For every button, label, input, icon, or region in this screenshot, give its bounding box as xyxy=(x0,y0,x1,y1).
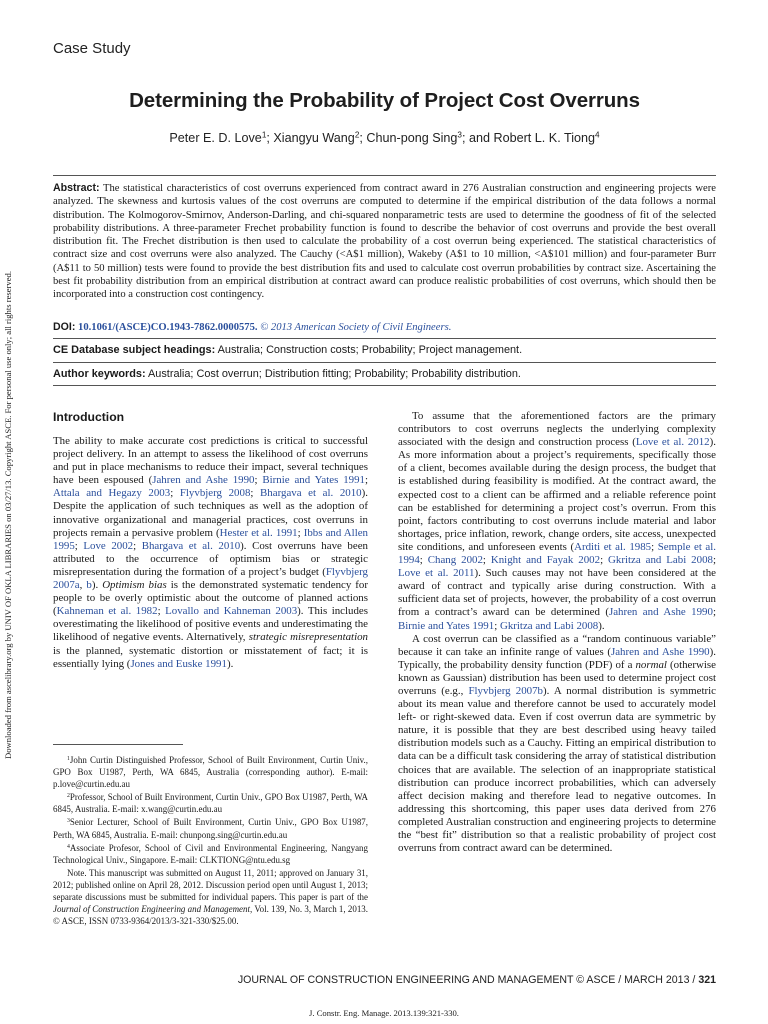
reference-link[interactable]: Love et al. 2011 xyxy=(398,567,475,580)
emphasis-text: strategic misrepresentation xyxy=(248,631,368,644)
text-run: , Vol. 139, No. 3, March 1, 2013. © ASCE, ISSN 0733-9364/2013/3-321-330/$25.00. xyxy=(53,904,368,927)
text-run: is the demonstrated systematic tendency for people to be overly optimistic about the outcome of planned actions ( xyxy=(53,579,369,618)
reference-link[interactable]: Jones and Euske 1991 xyxy=(130,657,227,670)
doi-line xyxy=(53,321,716,333)
emphasis-text: Journal of Construction Engineering and Management xyxy=(53,904,250,915)
reference-link[interactable]: Gkritza and Labi 2008 xyxy=(499,619,599,632)
keywords-bottom-rule xyxy=(53,385,716,386)
text-run: ; xyxy=(364,474,369,487)
reference-link[interactable]: Gkritza and Labi 2008 xyxy=(608,554,713,567)
reference-link[interactable]: Love et al. 2012 xyxy=(635,436,710,449)
reference-link[interactable]: b xyxy=(86,579,92,592)
text-run: ; xyxy=(600,554,609,567)
intro-paragraph-1 xyxy=(53,435,368,671)
footnote xyxy=(53,816,368,840)
text-run: ). This includes overestimating the likelihood of positive events and underestimating the likelihood of negative events. Alternatively, xyxy=(53,605,368,644)
text-run: ). xyxy=(598,619,605,632)
reference-link[interactable]: Ibbs and Allen 1995 xyxy=(53,526,368,552)
reference-link[interactable]: Bhargava et al. 2010 xyxy=(260,487,362,500)
text-run: ; xyxy=(651,540,658,553)
footnote-marker: 2 xyxy=(67,793,70,800)
reference-link[interactable]: Attala and Hegazy 2003 xyxy=(53,487,171,500)
subject-headings-label: CE Database subject headings: xyxy=(53,344,216,356)
footnote-marker: 4 xyxy=(67,843,70,850)
text-run: ; xyxy=(74,539,84,552)
section-type-label: Case Study xyxy=(53,40,131,57)
footnote-text: Senior Lecturer, School of Built Environment, Curtin Univ., GPO Box U1987, Perth, WA 6845, Australia. E-mail: chunpong.sing@curtin.edu.au xyxy=(53,817,368,840)
reference-link[interactable]: Chang 2002 xyxy=(427,554,483,567)
footnote-text: Associate Profesor, School of Civil and Environmental Engineering, Nangyang Technological Univ., Singapore. E-mail: CLKTIONG@ntu.edu.sg xyxy=(53,842,368,865)
text-run: ). xyxy=(91,579,103,592)
text-run: ; xyxy=(419,554,428,567)
author-name: Xiangyu Wang xyxy=(273,131,355,145)
author-separator: ; and xyxy=(461,131,494,145)
download-stamp-text: Downloaded from ascelibrary.org by UNIV OF OKLA LIBRARIES on 03/27/13. Copyright ASCE. For personal use only; all rights reserved. xyxy=(3,271,13,759)
author-name: Robert L. K. Tiong xyxy=(493,131,596,145)
text-run: ; xyxy=(712,554,716,567)
text-run: ; xyxy=(297,526,304,539)
text-run: A cost overrun can be classified as a “random continuous variable” because it can take an infinite range of values ( xyxy=(398,632,716,658)
reference-link[interactable]: Knight and Fayak 2002 xyxy=(490,554,601,567)
keywords-rule xyxy=(53,362,716,363)
text-run: , xyxy=(79,579,87,592)
abstract-text: The statistical characteristics of cost overruns experienced from contract award in 276 Australian construction and engineering projects were analyzed. The skewness and kurtosis values of the cost overruns are computed to determine if the empirical distribution of the data follows a normal distribution. The Kolmogorov-Smirnov, Anderson-Darling, and chi-squared nonparametric tests are used to determine the goodness of fit of the selected probability distributions. A three-parameter Frechet probability function is found to describe the behavior of cost overruns and provide the best overall distribution fit. The Frechet distribution is then used to calculate the probability of a cost overrun being experienced. The statistical characteristics of contract size and cost overruns were also analyzed. The Cauchy (<A$1 million), Wakeby (A$1 to 10 million, <A$101 million) and four-parameter Burr (A$11 to 50 million) tests were found to provide the best distribution fits and used to calculate cost overrun probabilities by contract size. Ascertaining the best fit probability distribution from an empirical distribution at contract award can produce realistic probabilities of cost overruns, which should then be incorporated into a construction cost contingency. xyxy=(53,183,716,301)
reference-link[interactable]: Flyvbjerg 2007b xyxy=(468,684,543,697)
introduction-right-column xyxy=(398,410,716,855)
author-separator: ; xyxy=(266,131,274,145)
journal-footer-text: JOURNAL OF CONSTRUCTION ENGINEERING AND MANAGEMENT © ASCE / MARCH 2013 / xyxy=(237,974,696,986)
footnote xyxy=(53,754,368,790)
author-name: Chun-pong Sing xyxy=(366,131,458,145)
text-run: ; xyxy=(170,487,180,500)
author-affiliation-marker: 4 xyxy=(595,130,600,140)
emphasis-text: Optimism bias xyxy=(102,579,167,592)
author-list xyxy=(53,131,716,145)
text-run: ; xyxy=(254,474,263,487)
text-run: ; xyxy=(712,606,716,619)
footnotes xyxy=(53,754,368,927)
text-run: ). Typically, the probability density function (PDF) of a xyxy=(398,645,716,671)
text-run: ; xyxy=(157,605,166,618)
text-run: ). A normal distribution is symmetric about its mean value and therefore cannot be used to accurately model left- or right-skewed data. Even if cost overrun data are symmetric by nature, it is possible that they are best described using heavy tailed distribution models such as a Cauchy. Fitting an empirical distribution to data can be a difficult task considering the array of statistical distribution choices that are available. The selection of an inappropriate statistical distribution can produce incorrect probabilities, which can adversely affect decision making and therefore lead to negative outcomes. In addressing this shortcoming, this paper uses data derived from 276 completed Australian construction and engineering projects to determine the “best fit” distribution so that a realistic probability of project cost overruns from contract award can be determined. xyxy=(398,684,716,855)
text-run: ; xyxy=(250,487,261,500)
author-affiliation-marker: 1 xyxy=(261,130,267,140)
text-run: ). xyxy=(226,657,234,670)
intro-paragraph-3 xyxy=(398,633,716,856)
author-keywords xyxy=(53,368,716,380)
reference-link[interactable]: Jahren and Ashe 1990 xyxy=(152,474,255,487)
abstract xyxy=(53,182,716,302)
text-run: ; xyxy=(494,619,500,632)
abstract-top-rule xyxy=(53,175,716,176)
author-affiliation-marker: 3 xyxy=(457,130,462,140)
copyright-notice: © 2013 American Society of Civil Engineers. xyxy=(260,322,452,333)
reference-link[interactable]: Hester et al. 1991 xyxy=(219,526,298,539)
manuscript-note xyxy=(53,867,368,927)
footnote-marker: 3 xyxy=(67,818,70,825)
text-run: (otherwise known as Gaussian) distribution has been used to determine project cost overruns (e.g., xyxy=(398,658,716,697)
text-run: ). As more information about a project’s requirements, specifically those of a client, becomes available during the design process, the budget that is established during feasibility is modified. At the contract award, the expected cost to a client can be affirmed and a reliable reference point can be established for determining a project cost’s overrun. From this point, factors contributing to cost overruns include material and labor shortages, price inflation, rework, change orders, site access, unexpected site conditions, and unforeseen events ( xyxy=(398,436,716,553)
text-run: ; xyxy=(133,539,142,552)
footnote-rule xyxy=(53,744,183,745)
download-stamp xyxy=(0,215,16,815)
footnote-marker: 1 xyxy=(67,755,70,762)
reference-link[interactable]: Jahren and Ashe 1990 xyxy=(608,606,713,619)
author-affiliation-marker: 2 xyxy=(354,130,360,140)
text-run: is the planned, systematic distortion or misstatement of fact; it is essentially lying ( xyxy=(53,644,368,670)
reference-link[interactable]: Lovallo and Kahneman 2003 xyxy=(165,605,298,618)
text-run: To assume that the aforementioned factors are the primary contributors to cost overruns neglects the underlying complexity associated with the design and construction process ( xyxy=(398,410,716,449)
text-run: ). Despite the application of such techniques as well as the adoption of innovative organizational and managerial practices, cost overruns in projects remain a pervasive problem ( xyxy=(53,487,368,539)
introduction-heading: Introduction xyxy=(53,410,125,424)
citation-line: J. Constr. Eng. Manage. 2013.139:321-330. xyxy=(309,1008,459,1018)
reference-link[interactable]: Bhargava et al. 2010 xyxy=(141,539,241,552)
intro-paragraph-2 xyxy=(398,410,716,633)
subject-rule xyxy=(53,338,716,339)
doi-label: DOI: xyxy=(53,321,76,333)
text-run: ). Cost overruns have been attributed to the occurrence of optimism bias or strategic misrepresentation during the formation of a project’s budget ( xyxy=(53,539,368,578)
author-keywords-text: Australia; Cost overrun; Distribution fitting; Probability; Probability distribution. xyxy=(148,368,521,380)
reference-link[interactable]: Birnie and Yates 1991 xyxy=(262,474,365,487)
text-run: ; xyxy=(482,554,491,567)
reference-link[interactable]: Semple et al. 1994 xyxy=(398,540,717,567)
footnote-text: Professor, School of Built Environment, Curtin Univ., GPO Box U1987, Perth, WA 6845, Australia. E-mail: x.wang@curtin.edu.au xyxy=(53,792,368,815)
journal-footer xyxy=(238,974,716,986)
text-run: Note. This manuscript was submitted on August 11, 2011; approved on January 31, 2012; published online on April 28, 2012. Discussion period open until August 1, 2013; separate discussions must be submitted for individual papers. This paper is part of the xyxy=(53,867,368,903)
author-name: Peter E. D. Love xyxy=(169,131,262,145)
doi-link[interactable]: 10.1061/(ASCE)CO.1943-7862.0000575. xyxy=(78,322,258,333)
emphasis-text: normal xyxy=(635,658,667,671)
reference-link[interactable]: Arditi et al. 1985 xyxy=(574,540,652,553)
reference-link[interactable]: Flyvbjerg 2007a xyxy=(53,565,368,592)
author-keywords-label: Author keywords: xyxy=(53,368,146,380)
page-number: 321 xyxy=(698,974,716,986)
footnote xyxy=(53,842,368,866)
reference-link[interactable]: Birnie and Yates 1991 xyxy=(398,619,495,632)
paper-title: Determining the Probability of Project Cost Overruns xyxy=(129,89,640,112)
text-run: ). Such causes may not have been considered at the award of contract and typically arise during construction. With a sufficient data set of projects, however, the probability of a cost overrun from a contract’s award can be determined ( xyxy=(398,567,716,619)
text-run: The ability to make accurate cost predictions is critical to successful project delivery. In an attempt to assess the likelihood of cost overruns and put in place mechanisms to reduce their impact, several techniques have been espoused ( xyxy=(53,435,368,487)
author-separator: ; xyxy=(359,131,367,145)
reference-link[interactable]: Love 2002 xyxy=(83,539,134,552)
abstract-label: Abstract: xyxy=(53,182,100,194)
footnote xyxy=(53,791,368,815)
footnote-text: John Curtin Distinguished Professor, School of Built Environment, Curtin Univ., GPO Box U1987, Perth, WA 6845, Australia (corresponding author). E-mail: p.love@curtin.edu.au xyxy=(53,755,368,790)
reference-link[interactable]: Jahren and Ashe 1990 xyxy=(610,645,710,658)
reference-link[interactable]: Flyvbjerg 2008 xyxy=(179,487,251,500)
reference-link[interactable]: Kahneman et al. 1982 xyxy=(56,605,158,618)
subject-headings-text: Australia; Construction costs; Probability; Project management. xyxy=(217,344,523,356)
introduction-left-column xyxy=(53,435,368,671)
subject-headings xyxy=(53,344,716,356)
